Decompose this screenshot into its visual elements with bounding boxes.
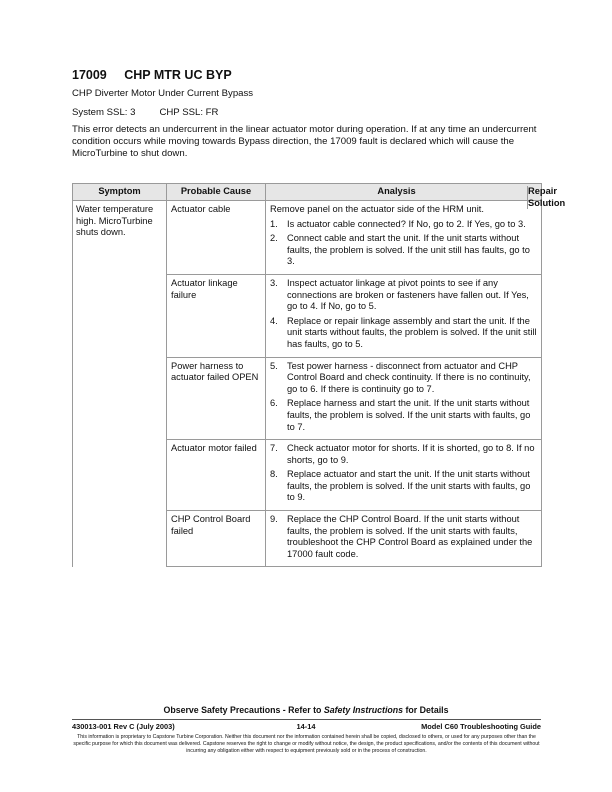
step-number: 9. (270, 514, 278, 525)
analysis-step (270, 316, 537, 351)
table-row (73, 201, 542, 275)
step-text: Check actuator motor for shorts. If it is shorted, go to 8. If no shorts, go to 9. (287, 443, 535, 465)
footer-divider (72, 719, 541, 720)
analysis-cell (266, 357, 542, 440)
step-number: 4. (270, 315, 278, 326)
step-text: Is actuator cable connected? If No, go to 2. If Yes, go to 3. (287, 218, 526, 229)
system-ssl: System SSL: 3 (72, 107, 136, 118)
symptom-cell: Water temperature high. MicroTurbine shuts down. (73, 201, 167, 567)
analysis-cell (266, 440, 542, 511)
analysis-cell (266, 201, 542, 275)
step-number: 5. (270, 360, 278, 371)
step-text: Replace the CHP Control Board. If the unit starts without faults, the problem is solved. If the unit starts with faults, troubleshoot the CHP Control Board as explained under the 17000 fault code. (287, 514, 533, 559)
analysis-cell (266, 511, 542, 567)
step-text: Replace harness and start the unit. If the unit starts without faults, the problem is solved. If the unit starts with faults, go to 7. (287, 398, 531, 432)
step-number: 3. (270, 277, 278, 288)
step-text: Inspect actuator linkage at pivot points to see if any connections are broken or fasteners have fallen out. If Yes, go to 4. If No, go to 5. (287, 277, 529, 312)
analysis-cell (266, 274, 542, 357)
step-text: Connect cable and start the unit. If the unit starts without faults, the problem is solved. If the unit still has faults, go to 3. (287, 233, 530, 267)
analysis-step (270, 469, 537, 504)
header-symptom: Symptom (73, 184, 167, 201)
analysis-step (270, 514, 537, 560)
page-number: 14-14 (296, 722, 316, 731)
safety-note-prefix: Observe Safety Precautions - Refer to (163, 705, 324, 715)
step-number: 2. (270, 233, 278, 244)
cause-cell: Actuator motor failed (167, 440, 266, 511)
analysis-step (270, 233, 537, 268)
troubleshooting-table (72, 183, 566, 567)
chp-ssl: CHP SSL: FR (159, 107, 219, 118)
step-number: 8. (270, 469, 278, 480)
fault-name: CHP MTR UC BYP (124, 68, 232, 82)
cause-cell: Actuator linkage failure (167, 274, 266, 357)
fault-description: This error detects an undercurrent in the linear actuator motor during operation. If at any time an undercurrent condition occurs while moving towards Bypass direction, the 17009 fault is declared which will cause the MicroTurbine to shut down. (72, 124, 537, 159)
step-number: 7. (270, 443, 278, 454)
fault-title (72, 68, 232, 82)
step-text: Replace actuator and start the unit. If the unit starts without faults, the problem is solved. If the unit starts with faults, go to 9. (287, 469, 531, 503)
cause-cell: Actuator cable (167, 201, 266, 275)
safety-note-suffix: for Details (403, 705, 449, 715)
analysis-step (270, 443, 537, 466)
analysis-step (270, 219, 537, 231)
analysis-step (270, 398, 537, 433)
header-analysis-group (266, 184, 566, 208)
header-analysis: Analysis (377, 186, 416, 196)
safety-note-link-text: Safety Instructions (323, 705, 404, 715)
analysis-step (270, 278, 537, 313)
analysis-step (270, 361, 537, 396)
fault-code: 17009 (72, 68, 107, 82)
step-number: 6. (270, 398, 278, 409)
cause-cell: Power harness to actuator failed OPEN (167, 357, 266, 440)
step-number: 1. (270, 218, 278, 229)
step-text: Replace or repair linkage assembly and start the unit. If the unit starts without faults, the problem is solved. If the unit still has faults, go to 5. (287, 315, 537, 349)
fault-subtitle: CHP Diverter Motor Under Current Bypass (72, 88, 254, 99)
guide-title: Model C60 Troubleshooting Guide (421, 722, 541, 731)
proprietary-disclaimer: This information is proprietary to Capstone Turbine Corporation. Neither this document nor the information contained herein shall be copied, disclosed to others, or used for any purposes other than the specific purpose for which this document was delivered. Capstone reserves the right to change or modify without notice, the design, the product specifications, and/or the contents of this document without incurring any obligation either with respect to equipment previously sold or in the process of construction. (73, 734, 540, 754)
step-text: Test power harness - disconnect from actuator and CHP Control Board and check continuity. If there is no continuity, go to 6. If there is continuity go to 7. (287, 360, 531, 394)
document-number: 430013-001 Rev C (July 2003) (72, 722, 175, 731)
ssl-line (72, 107, 218, 118)
cause-cell: CHP Control Board failed (167, 511, 266, 567)
table-header-row (73, 184, 542, 201)
safety-note (0, 705, 612, 715)
analysis-intro: Remove panel on the actuator side of the HRM unit. (270, 204, 484, 214)
header-probable-cause: Probable Cause (167, 184, 266, 201)
header-repair-solution: Repair Solution (528, 186, 566, 208)
